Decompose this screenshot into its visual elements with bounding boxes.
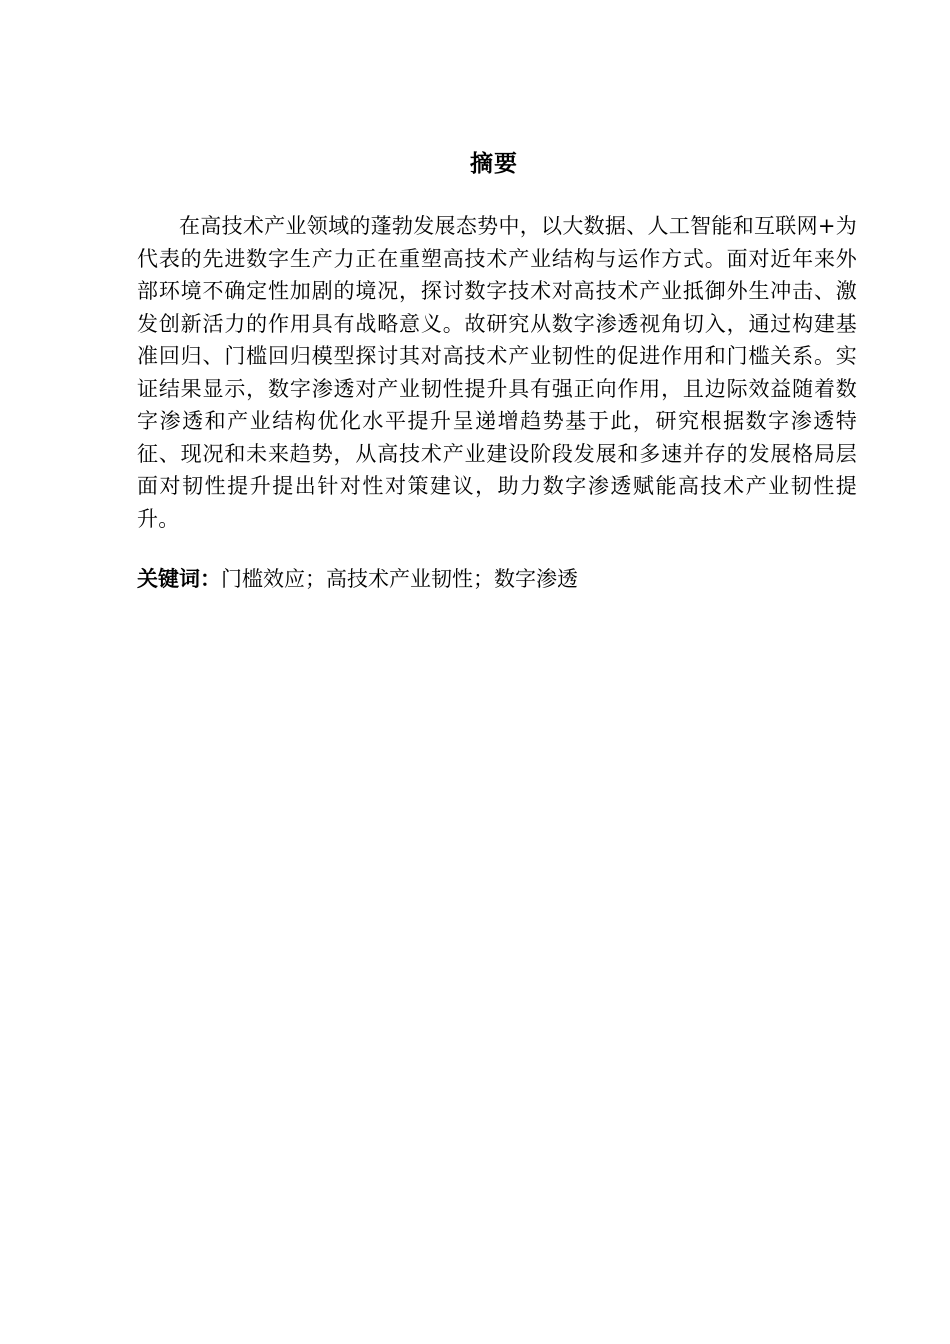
keywords-label: 关键词： bbox=[137, 567, 221, 591]
abstract-title: 摘要 bbox=[470, 151, 518, 177]
abstract-body: 在高技术产业领域的蓬勃发展态势中，以大数据、人工智能和互联网+为代表的先进数字生产力正在重塑高技术产业结构与运作方式。面对近年来外部环境不确定性加剧的境况，探讨数字技术对高技术产业抵御外生冲击、激发创新活力的作用具有战略意义。故研究从数字渗透视角切入，通过构建基准回归、门槛回归模型探讨其对高技术产业韧性的促进作用和门槛关系。实证结果显示，数字渗透对产业韧性提升具有强正向作用，且边际效益随着数字渗透和产业结构优化水平提升呈递增趋势基于此，研究根据数字渗透特征、现况和未来趋势，从高技术产业建设阶段发展和多速并存的发展格局层面对韧性提升提出针对性对策建议，助力数字渗透赋能高技术产业韧性提升。 bbox=[137, 214, 857, 531]
keywords-text: 门槛效应；高技术产业韧性；数字渗透 bbox=[221, 567, 578, 591]
keywords-line bbox=[137, 563, 857, 595]
